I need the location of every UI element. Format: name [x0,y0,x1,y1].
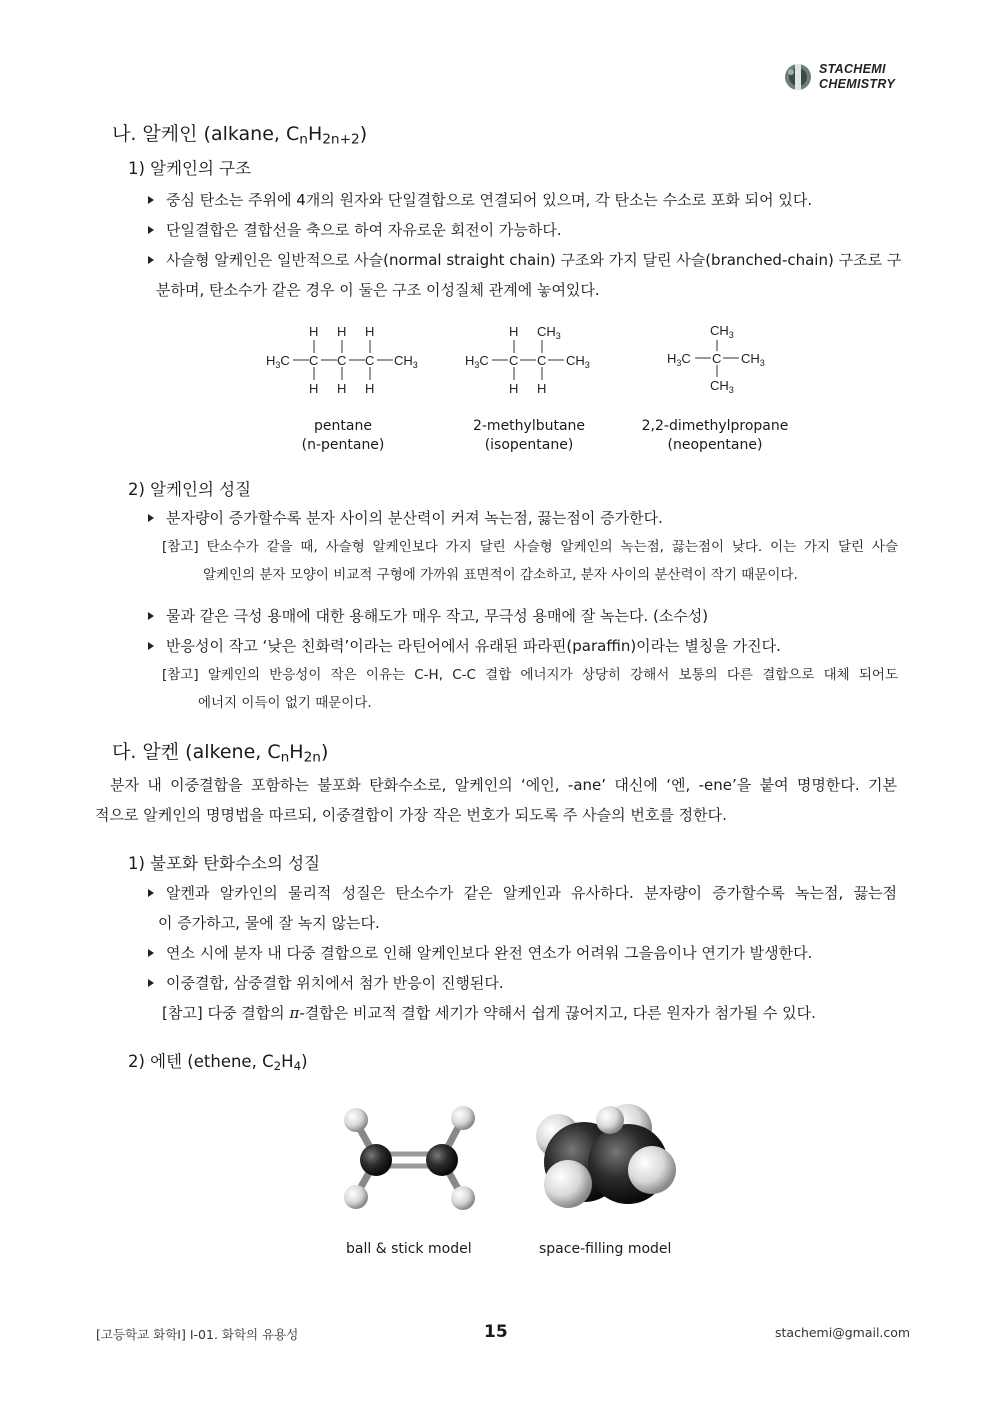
atom-label: H [309,381,319,396]
footer-email: stachemi@gmail.com [775,1325,911,1340]
bullet-icon [148,949,154,957]
bullet-text: 연소 시에 분자 내 다중 결합으로 인해 알케인보다 완전 연소가 어려워 그을음이나 연기가 발생한다. [166,944,813,962]
bullet-text-continued: 분하며, 탄소수가 같은 경우 이 둘은 구조 이성질체 관계에 놓여있다. [156,281,600,299]
atom-label: C [509,353,519,368]
bullet-icon [148,514,154,522]
intro-text: 분자 내 이중결합을 포함하는 불포화 탄화수소로, 알케인의 ‘에인, -ane’ 대신에 ‘엔, -ene’을 붙여 명명한다. 기본 [110,776,897,794]
model-caption-space-filling: space-filling model [539,1241,672,1257]
logo-line1: STACHEMI [819,62,886,76]
subsection-alkane-properties: 2) 알케인의 성질 [128,480,252,499]
structure-caption-neopentane: 2,2-dimethylpropane (neopentane) [641,418,789,453]
bullet-text: 단일결합은 결합선을 축으로 하여 자유로운 회전이 가능하다. [166,221,562,239]
atom-label: $CH_3$ [741,351,765,368]
bullet-icon [148,196,154,204]
bullet-text: 분자량이 증가할수록 분자 사이의 분산력이 커져 녹는점, 끓는점이 증가한다. [166,509,663,527]
atom-label: $CH_3$ [566,353,590,370]
ethene-ball-stick-image [336,1098,484,1218]
intro-text-continued: 적으로 알케인의 명명법을 따르되, 이중결합이 가장 작은 번호가 되도록 주 사슬의 번호를 정한다. [95,806,727,824]
subsection-unsaturated-properties: 1) 불포화 탄화수소의 성질 [128,854,321,873]
subsection-ethene: 2) 에텐 (ethene, $C_2H_4$) [128,1052,308,1073]
atom-label: H [337,324,347,339]
bullet-icon [148,226,154,234]
alkane-structures-diagram [255,318,815,398]
atom-label: H [537,381,547,396]
bullet-text: 알켄과 알카인의 물리적 성질은 탄소수가 같은 알케인과 유사하다. 분자량이 증가할수록 녹는점, 끓는점 [166,884,897,902]
atom-label: H [337,381,347,396]
atom-label: C [537,353,547,368]
atom-label: C [337,353,347,368]
bullet-text: 반응성이 작고 ‘낮은 친화력’이라는 라틴어에서 유래된 파라핀(paraffin)이라는 별칭을 가진다. [166,637,781,655]
bullet-text-continued: 이 증가하고, 물에 잘 녹지 않는다. [158,914,380,932]
section-title-alkene: 다. 알켄 (alkene, $C_nH_{2n}$) [112,741,329,766]
structure-caption-pentane: pentane (n-pentane) [301,418,385,453]
note-text-continued: 에너지 이득이 없기 때문이다. [198,695,372,711]
atom-label: H [509,381,519,396]
logo-line2: CHEMISTRY [819,77,896,91]
atom-label: H [309,324,319,339]
bullet-text: 이중결합, 삼중결합 위치에서 첨가 반응이 진행된다. [166,974,504,992]
brand-logo [783,60,903,96]
atom-label: $H_3C$ [266,353,290,370]
section-title-alkane: 나. 알케인 (alkane, $C_nH_{2n+2}$) [112,123,368,148]
atom-label: H [509,324,519,339]
atom-label: C [365,353,375,368]
structure-caption-isopentane: 2-methylbutane (isopentane) [472,418,586,453]
ethene-space-filling-image [528,1100,680,1218]
bullet-icon [148,642,154,650]
atom-label: $CH_3$ [710,323,734,340]
subsection-alkane-structure: 1) 알케인의 구조 [128,159,252,178]
atom-label: $CH_3$ [710,378,734,395]
atom-label: $H_3C$ [667,351,691,368]
bullet-icon [148,612,154,620]
model-caption-ball-stick: ball & stick model [346,1241,472,1257]
bullet-text: 중심 탄소는 주위에 4개의 원자와 단일결합으로 연결되어 있으며, 각 탄소는 수소로 포화 되어 있다. [166,191,813,209]
bullet-text: 물과 같은 극성 용매에 대한 용해도가 매우 작고, 무극성 용매에 잘 녹는다. (소수성) [166,607,709,625]
note-text-continued: 알케인의 분자 모양이 비교적 구형에 가까워 표면적이 감소하고, 분자 사이의 분산력이 작기 때문이다. [203,567,798,583]
bullet-icon [148,889,154,897]
bullet-icon [148,979,154,987]
bullet-icon [148,256,154,264]
bullet-text: 사슬형 알케인은 일반적으로 사슬(normal straight chain) 구조와 가지 달린 사슬(branched-chain) 구조로 구 [166,251,902,269]
atom-label: H [365,324,375,339]
note-text: [참고] 탄소수가 같을 때, 사슬형 알케인보다 가지 달린 사슬형 알케인의 녹는점, 끓는점이 낮다. 이는 가지 달린 사슬 [162,539,898,555]
atom-label: $H_3C$ [465,353,489,370]
footer-course-label: [고등학교 화학Ⅰ] I-01. 화학의 유용성 [96,1327,299,1342]
atom-label: H [365,381,375,396]
atom-label: $CH_3$ [537,324,561,341]
flask-logo-icon [783,60,815,94]
page-number: 15 [484,1322,508,1342]
note-text: [참고] 알케인의 반응성이 작은 이유는 C-H, C-C 결합 에너지가 상당히 강해서 보통의 다른 결합으로 대체 되어도 [162,667,898,683]
note-text: [참고] 다중 결합의 π-결합은 비교적 결합 세기가 약해서 쉽게 끊어지고, 다른 원자가 첨가될 수 있다. [162,1004,816,1022]
atom-label: $CH_3$ [394,353,418,370]
atom-label: C [309,353,319,368]
atom-label: C [712,351,722,366]
